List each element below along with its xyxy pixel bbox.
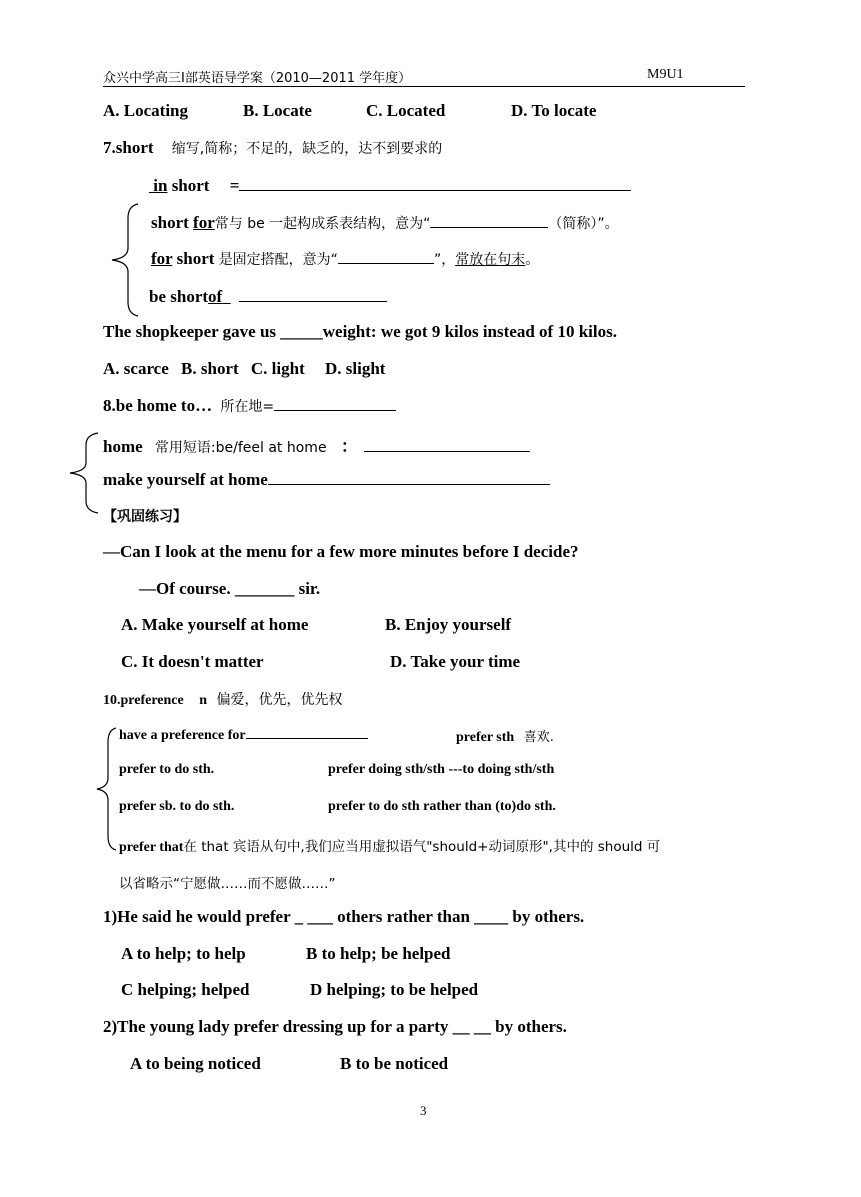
practice-title: 【巩固练习】 (103, 509, 187, 525)
practice-answer-line: —Of course. _______ sir. (139, 579, 321, 598)
for-word: for (193, 213, 215, 232)
home-phrase-line: home 常用短语:be/feel at home ： (103, 432, 530, 457)
short-for-blank (430, 212, 548, 228)
home-phrase-blank (364, 436, 530, 452)
item7-meaning: 缩写,简称；不足的，缺乏的，达不到要求的 (171, 141, 443, 157)
practice-option-c: C. It doesn't matter (121, 652, 264, 671)
item7-heading (103, 138, 442, 158)
pref-row1-right: prefer sth 喜欢. (456, 730, 554, 745)
in-short-line (149, 175, 631, 196)
q1-option-c: C helping; helped (121, 980, 250, 999)
q6-option-d: D. To locate (511, 101, 597, 120)
q6-option-b: B. Locate (243, 101, 312, 120)
brace-item8 (66, 433, 100, 513)
short-word: short (171, 176, 210, 195)
pref-row2-left: prefer to do sth. (119, 762, 215, 777)
item10-question-1: 1)He said he would prefer _ ___ others rather than ____ by others. (103, 907, 585, 926)
be-short-of-blank (239, 286, 387, 302)
item8-heading: 8.be home to… 所在地= (103, 395, 396, 416)
page-number: 3 (420, 1103, 427, 1118)
pref-row3-left: prefer sb. to do sth. (119, 799, 235, 814)
q2-option-b: B to be noticed (340, 1054, 449, 1073)
practice-option-d: D. Take your time (390, 652, 521, 671)
preference-blank (246, 726, 368, 739)
practice-option-b: B. Enjoy yourself (385, 615, 512, 634)
of-word: of (208, 287, 223, 306)
pref-row1-left: have a preference for (119, 726, 368, 744)
equals-sign: = (229, 176, 240, 195)
q6-option-a: A. Locating (103, 101, 188, 120)
practice-option-a: A. Make yourself at home (121, 615, 309, 634)
item10-question-2: 2)The young lady prefer dressing up for a party __ __ by others. (103, 1017, 567, 1036)
make-yourself-blank (268, 469, 550, 485)
pref-row2-right: prefer doing sth/sth ---to doing sth/sth (328, 762, 555, 777)
item7-title: 7.short (103, 138, 154, 157)
item7-options: A. scarce B. short C. light D. slight (103, 359, 386, 378)
for-short-blank (338, 248, 434, 264)
page-header (103, 66, 745, 87)
in-short-answer-blank (239, 175, 631, 191)
pref-row3-right: prefer to do sth rather than (to)do sth. (328, 799, 556, 814)
brace-item10 (94, 728, 118, 850)
make-yourself-line: make yourself at home (103, 469, 550, 490)
short-for-line: short for常与 be 一起构成系表结构，意为“ （简称）”。 (151, 213, 619, 232)
item10-heading: 10.preference n 偏爱，优先，优先权 (103, 692, 343, 708)
for-short-line: for short 是固定搭配，意为“ ”，常放在句末。 (151, 249, 540, 268)
q1-option-a: A to help; to help (121, 944, 246, 963)
header-unit: M9U1 (647, 67, 684, 82)
q1-option-d: D helping; to be helped (310, 980, 479, 999)
pref-row5: 以省略示“宁愿做……而不愿做……” (119, 876, 336, 892)
practice-question: —Can I look at the menu for a few more minutes before I decide? (103, 542, 579, 561)
item8-blank (274, 395, 396, 411)
item7-question: The shopkeeper gave us _____weight: we got 9 kilos instead of 10 kilos. (103, 322, 617, 341)
brace-item7 (106, 204, 140, 316)
be-short-of-line: be shortof (149, 286, 387, 307)
header-title: 众兴中学高三Ⅰ部英语导学案（2010—2011 学年度） (103, 71, 412, 86)
q1-option-b: B to help; be helped (306, 944, 451, 963)
q6-option-c: C. Located (366, 101, 446, 120)
in-word: in (153, 176, 168, 195)
pref-row4: prefer that在 that 宾语从句中,我们应当用虚拟语气"should+动词原形",其中的 should 可 (119, 839, 661, 855)
q2-option-a: A to being noticed (130, 1054, 261, 1073)
